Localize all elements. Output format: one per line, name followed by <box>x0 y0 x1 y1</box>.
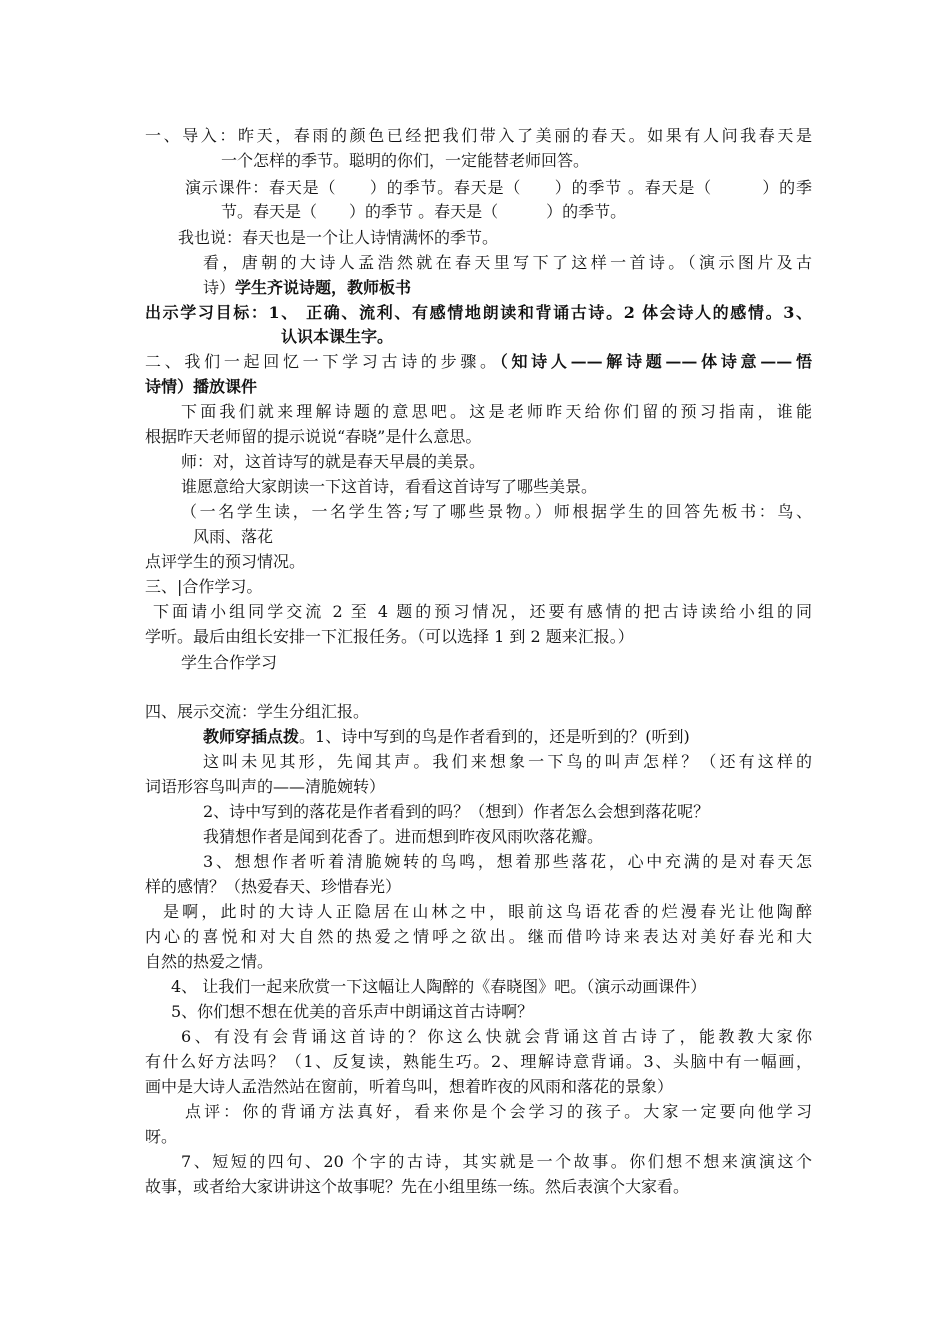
section-3-line-3: 学生合作学习 <box>181 653 278 672</box>
title-meaning-line-2: 根据昨天老师留的提示说说“春晓”是什么意思。 <box>145 427 482 446</box>
question-5-line: 5、你们想不想在优美的音乐声中朗诵这首古诗啊？ <box>171 1002 534 1021</box>
section-2-text: 二、我们一起回忆一下学习古诗的步骤。 <box>145 352 500 371</box>
poet-line-1: 看，唐朝的大诗人孟浩然就在春天里写下了这样一首诗。（演示图片及古 <box>203 253 812 272</box>
learning-goals-line-1: 出示学习目标：1、 正确、流利、有感情地朗读和背诵古诗。2 体会诗人的感情。3、 <box>145 303 812 322</box>
intro-line-1: 一、导入：昨天，春雨的颜色已经把我们带入了美丽的春天。如果有人问我春天是 <box>145 126 812 145</box>
read-aloud-line: 谁愿意给大家朗读一下这首诗，看看这首诗写了哪些美景。 <box>181 477 598 496</box>
courseware-line-1: 演示课件：春天是（ ）的季节。春天是（ ）的季节 。春天是（ ）的季 <box>185 178 812 197</box>
poet-line-2-bold: 学生齐说诗题，教师板书 <box>235 278 412 297</box>
question-2-line-2: 我猜想作者是闻到花香了。进而想到昨夜风雨吹落花瓣。 <box>203 827 604 846</box>
title-meaning-line-1: 下面我们就来理解诗题的意思吧。这是老师昨天给你们留的预习指南，谁能 <box>181 402 812 421</box>
poet-line-2 <box>203 276 812 300</box>
question-3-line-1: 3、想想作者听着清脆婉转的鸟鸣，想着那些落花，心中充满的是对春天怎 <box>203 852 812 871</box>
question-7-line-2: 故事，或者给大家讲讲这个故事呢？先在小组里练一练。然后表演个大家看。 <box>145 1177 690 1196</box>
guidance-line-3: 词语形容鸟叫声的——清脆婉转） <box>145 777 386 796</box>
review-line: 点评学生的预习情况。 <box>145 552 306 571</box>
section-3-heading: 三、|合作学习。 <box>145 577 263 596</box>
student-answer-line-1: （一名学生读，一名学生答;写了哪些景物。）师根据学生的回答先板书：鸟、 <box>181 502 812 521</box>
comment-line-2: 呀。 <box>145 1127 178 1146</box>
section-3-line-1: 下面请小组同学交流 2 至 4 题的预习情况，还要有感情的把古诗读给小组的同 <box>153 602 812 621</box>
teacher-line: 师：对，这首诗写的就是春天早晨的美景。 <box>181 452 486 471</box>
question-2-line-1: 2、诗中写到的落花是作者看到的吗？（想到）作者怎么会想到落花呢？ <box>203 802 710 821</box>
guidance-line-2: 这叫未见其形，先闻其声。我们来想象一下鸟的叫声怎样？（还有这样的 <box>203 752 812 771</box>
section-4-heading: 四、展示交流：学生分组汇报。 <box>145 702 370 721</box>
section-2-steps: （知诗人——解诗题——体诗意——悟 <box>499 352 812 371</box>
intro-line-2: 一个怎样的季节。聪明的你们，一定能替老师回答。 <box>221 151 590 170</box>
question-3-line-2: 样的感情？（热爱春天、珍惜春光） <box>145 877 402 896</box>
question-7-line-1: 7、短短的四句、20 个字的古诗，其实就是一个故事。你们想不想来演演这个 <box>181 1152 812 1171</box>
guidance-label: 教师穿插点拨 <box>203 727 300 746</box>
guidance-line-1 <box>203 725 812 749</box>
summary-line-3: 自然的热爱之情。 <box>145 952 274 971</box>
summary-line-1: 是啊，此时的大诗人正隐居在山林之中，眼前这鸟语花香的烂漫春光让他陶醉 <box>163 902 812 921</box>
section-3-line-2: 学听。最后由组长安排一下汇报任务。（可以选择 1 到 2 题来汇报。） <box>145 627 634 646</box>
question-6-line-2: 有什么好方法吗？（1、反复读，熟能生巧。2、理解诗意背诵。3、头脑中有一幅画， <box>145 1052 812 1071</box>
question-6-line-1: 6、有没有会背诵这首诗的？你这么快就会背诵这首古诗了，能教教大家你 <box>181 1027 812 1046</box>
section-2-line-2: 诗情）播放课件 <box>145 377 258 396</box>
question-6-line-3: 画中是大诗人孟浩然站在窗前，听着鸟叫，想着昨夜的风雨和落花的景象） <box>145 1077 674 1096</box>
student-answer-line-2: 风雨、落花 <box>193 527 274 546</box>
guidance-question-1: 。1、诗中写到的鸟是作者看到的，还是听到的？(听到) <box>299 727 690 746</box>
i-also-say-line: 我也说：春天也是一个让人诗情满怀的季节。 <box>178 228 499 247</box>
comment-line-1: 点评：你的背诵方法真好，看来你是个会学习的孩子。大家一定要向他学习 <box>185 1102 812 1121</box>
section-2-line-1 <box>145 350 812 374</box>
courseware-line-2: 节。春天是（ ）的季节 。春天是（ ）的季节。 <box>221 202 627 221</box>
learning-goals-line-2: 认识本课生字。 <box>281 327 394 346</box>
poet-line-2-text: 诗） <box>203 278 236 297</box>
summary-line-2: 内心的喜悦和对大自然的热爱之情呼之欲出。继而借吟诗来表达对美好春光和大 <box>145 927 812 946</box>
question-4-line: 4、 让我们一起来欣赏一下这幅让人陶醉的《春晓图》吧。（演示动画课件） <box>171 977 707 996</box>
